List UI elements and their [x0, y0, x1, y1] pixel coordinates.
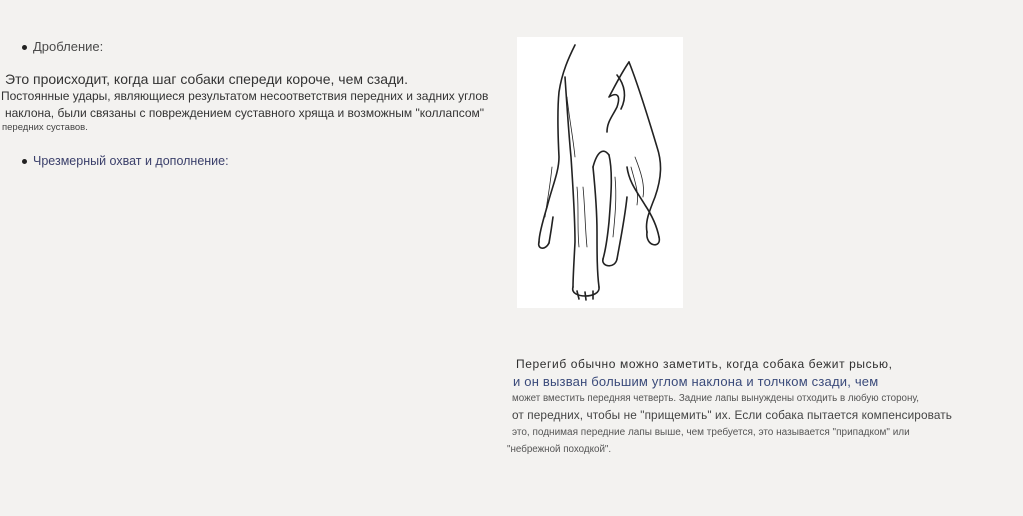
- bullet-item-overreaching: [22, 154, 229, 168]
- bullet-dot-icon: [22, 45, 27, 50]
- paragraph-line-3: наклона, были связаны с повреждением суставного хряща и возможным "коллапсом": [5, 106, 485, 120]
- dog-legs-illustration: [517, 37, 683, 308]
- dog-legs-sketch-icon: [517, 37, 683, 308]
- paragraph-right-line-5: это, поднимая передние лапы выше, чем требуется, это называется "припадком" или: [512, 427, 910, 438]
- bullet-label: Чрезмерный охват и дополнение:: [33, 154, 229, 168]
- bullet-item-crabbing: [22, 39, 103, 54]
- bullet-dot-icon: [22, 159, 27, 164]
- bullet-label: Дробление:: [33, 39, 104, 54]
- paragraph-right-line-4: от передних, чтобы не "прищемить" их. Если собака пытается компенсировать: [512, 408, 953, 422]
- paragraph-line-1: Это происходит, когда шаг собаки спереди короче, чем сзади.: [5, 71, 408, 87]
- paragraph-right-line-6: "небрежной походкой".: [507, 444, 612, 455]
- paragraph-right-line-2: и он вызван большим углом наклона и толчком сзади, чем: [513, 374, 879, 389]
- paragraph-right-line-1: Перегиб обычно можно заметить, когда собака бежит рысью,: [516, 357, 893, 371]
- paragraph-line-2: Постоянные удары, являющиеся результатом несоответствия передних и задних углов: [1, 89, 489, 103]
- paragraph-right-line-3: может вместить передняя четверть. Задние лапы вынуждены отходить в любую сторону,: [512, 393, 920, 404]
- paragraph-line-4: передних суставов.: [2, 122, 88, 133]
